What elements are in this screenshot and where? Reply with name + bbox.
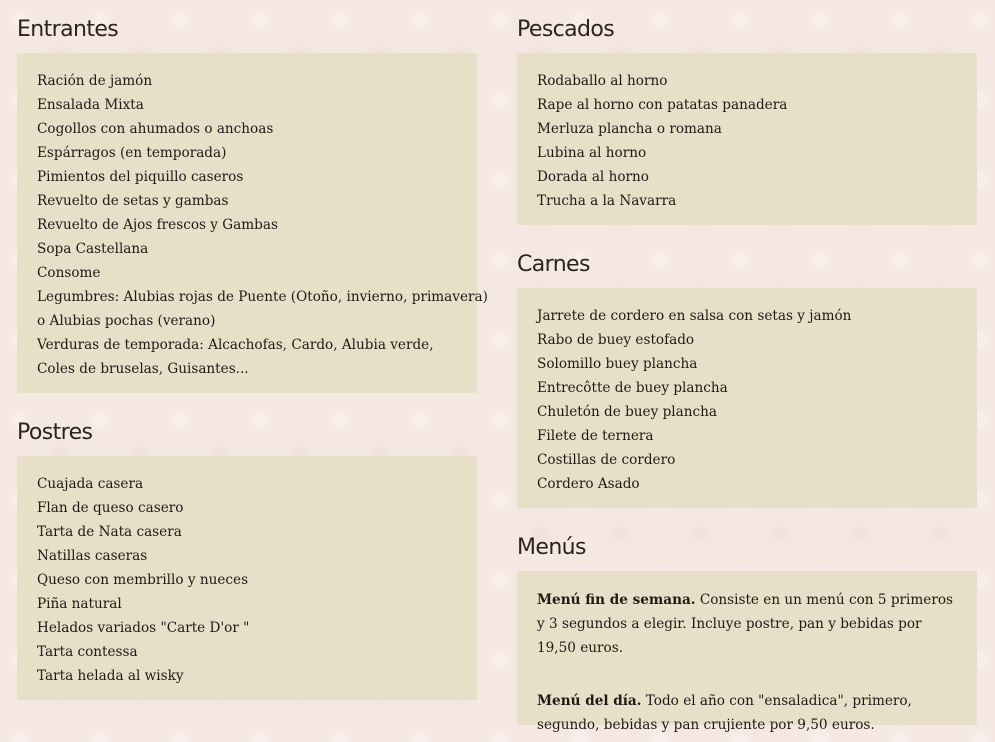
menu-item: Costillas de cordero [537,452,676,468]
menu-item: Filete de ternera [537,428,654,444]
menu-item: Trucha a la Navarra [537,193,677,209]
menu-item: Rabo de buey estofado [537,332,695,348]
entrantes-title: Entrantes [17,17,119,42]
pescados-title: Pescados [517,17,615,42]
menu-item: Queso con membrillo y nueces [37,572,249,588]
menu-item: Revuelto de setas y gambas [37,193,229,209]
menu-item: Cogollos con ahumados o anchoas [37,121,274,137]
menu-item: o Alubias pochas (verano) [37,313,216,329]
menu-item: Cordero Asado [537,476,640,492]
entrantes-panel [17,53,488,393]
menu-item: Consome [37,265,101,281]
menu-item: Merluza plancha o romana [537,121,722,137]
menu-del-dia-label: Menú del día. [537,693,642,709]
menu-fin-semana-text: Consiste en un menú con 5 primeros y 3 segundos a elegir. Incluye postre, pan y bebidas por 19,50 euros. [537,592,953,656]
menu-item: Lubina al horno [537,145,647,161]
menu-item: Verduras de temporada: Alcachofas, Cardo, Alubia verde, Coles de bruselas, Guisantes... [37,337,434,377]
postres-title: Postres [17,420,93,445]
menu-item: Chuletón de buey plancha [537,404,717,420]
menu-item: Helados variados "Carte D'or " [37,620,250,636]
menu-item: Dorada al horno [537,169,649,185]
menu-item: Entrecôtte de buey plancha [537,380,728,396]
postres-panel [17,456,477,700]
menu-item: Jarrete de cordero en salsa con setas y jamón [537,308,852,324]
menu-item: Legumbres: Alubias rojas de Puente (Otoño, invierno, primavera) [37,289,488,305]
menu-item: Rodaballo al horno [537,73,668,89]
menu-item: Cuajada casera [37,476,144,492]
menu-item: Sopa Castellana [37,241,149,257]
menu-item: Tarta contessa [37,644,138,660]
menu-item: Revuelto de Ajos frescos y Gambas [37,217,278,233]
menus-title: Menús [517,535,586,560]
menu-fin-semana [537,588,957,660]
menu-item: Tarta helada al wisky [37,668,184,684]
menu-item: Pimientos del piquillo caseros [37,169,244,185]
menu-fin-semana-label: Menú fin de semana. [537,592,696,608]
menu-del-dia [537,689,957,737]
menu-item: Tarta de Nata casera [37,524,182,540]
pescados-panel [517,53,977,225]
menu-item: Natillas caseras [37,548,148,564]
menu-item: Solomillo buey plancha [537,356,698,372]
menu-item: Ensalada Mixta [37,97,144,113]
menu-item: Rape al horno con patatas panadera [537,97,788,113]
menu-item: Espárragos (en temporada) [37,145,227,161]
menus-panel [517,571,977,733]
carnes-panel [517,288,977,508]
menu-item: Ración de jamón [37,73,153,89]
menu-item: Piña natural [37,596,122,612]
menu-item: Flan de queso casero [37,500,184,516]
carnes-title: Carnes [517,252,590,277]
menu-del-dia-text: Todo el año con "ensaladica", primero, segundo, bebidas y pan crujiente por 9,50 euros. [537,693,912,733]
